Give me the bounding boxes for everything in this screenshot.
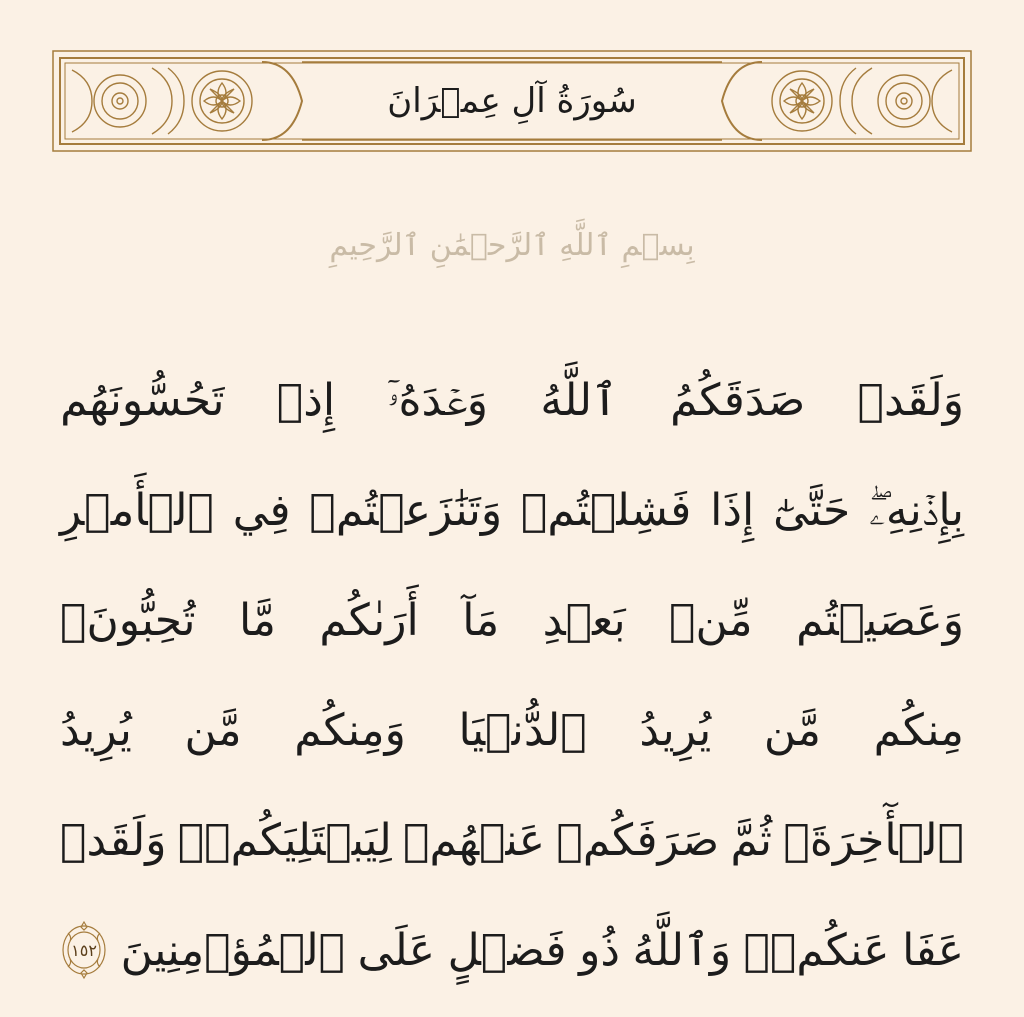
word: مِّنۢ	[669, 594, 753, 646]
verse-text	[60, 345, 964, 1005]
word: عَلَى	[357, 924, 436, 976]
verse-line	[60, 785, 964, 895]
word: بَعۡدِ	[542, 594, 626, 646]
word: وَعۡدَهُۥٓ	[387, 374, 489, 426]
word: وَمِنكُم	[294, 704, 406, 756]
verse-line	[60, 895, 964, 1005]
surah-header	[52, 50, 972, 152]
word: ذُو	[579, 924, 620, 976]
word: لِيَبۡتَلِيَكُمۡۖ	[177, 814, 392, 866]
word: مَّا	[238, 594, 276, 646]
basmala: بِسۡمِ ٱللَّهِ ٱلرَّحۡمَٰنِ ٱلرَّحِيمِ	[329, 227, 695, 263]
word: ٱللَّهُ	[540, 374, 618, 426]
word: عَنكُمۡۗ	[743, 924, 890, 976]
word: عَنۡهُمۡ	[403, 814, 546, 866]
ayah-number-marker	[60, 919, 108, 981]
word: ثُمَّ	[730, 814, 773, 866]
verse-line	[60, 345, 964, 455]
word: حَتَّىٰٓ	[773, 484, 851, 536]
word: وَلَقَدۡ	[60, 814, 167, 866]
surah-title: سُورَةُ آلِ عِمۡرَانَ	[387, 81, 637, 121]
word: فَضۡلٍ	[447, 924, 567, 976]
word: مَّن	[763, 704, 821, 756]
verse-line	[60, 455, 964, 565]
word: ٱلۡمُؤۡمِنِينَ	[120, 924, 346, 976]
word: عَفَا	[902, 924, 964, 976]
word: فَشِلۡتُمۡ	[521, 484, 692, 536]
verse-line	[60, 565, 964, 675]
word: ٱلۡأٓخِرَةَۚ	[783, 814, 964, 866]
word: صَدَقَكُمُ	[670, 374, 806, 426]
word: تُحِبُّونَۚ	[60, 594, 196, 646]
word: مَآ	[462, 594, 500, 646]
word: تَحُسُّونَهُم	[60, 374, 225, 426]
word: بِإِذۡنِهِۦۖ	[869, 484, 964, 536]
word: صَرَفَكُمۡ	[556, 814, 720, 866]
word: مِنكُم	[873, 704, 964, 756]
word: إِذَا	[710, 484, 755, 536]
word: أَرَىٰكُم	[319, 594, 419, 646]
word: مَّن	[184, 704, 242, 756]
word: فِي	[232, 484, 291, 536]
word: وَٱللَّهُ	[632, 924, 732, 976]
word: إِذۡ	[276, 374, 336, 426]
word: يُرِيدُ	[60, 704, 132, 756]
word: ٱلدُّنۡيَا	[458, 704, 587, 756]
word: ٱلۡأَمۡرِ	[60, 484, 214, 536]
ayah-number: ١٥٢	[71, 940, 97, 960]
word: وَعَصَيۡتُم	[796, 594, 964, 646]
word: يُرِيدُ	[639, 704, 712, 756]
verse-line	[60, 675, 964, 785]
word: وَتَنَٰزَعۡتُمۡ	[309, 484, 503, 536]
word: وَلَقَدۡ	[857, 374, 964, 426]
